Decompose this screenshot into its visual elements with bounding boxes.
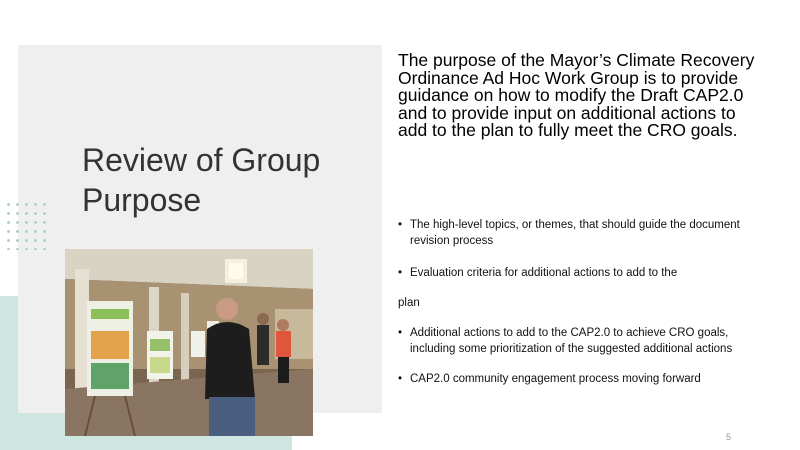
- list-item: • CAP2.0 community engagement process moving forward: [398, 371, 758, 387]
- list-item: plan: [398, 297, 420, 309]
- purpose-statement: The purpose of the Mayor’s Climate Recovery Ordinance Ad Hoc Work Group is to provide guidance on how to modify the Draft CAP2.0 and to provide input on additional actions to add to the plan to fully meet the CRO goals.: [398, 50, 755, 140]
- list-item: • Additional actions to add to the CAP2.0 to achieve CRO goals, including some prioritization of the suggested additional actions: [398, 325, 758, 357]
- bullet-list: [398, 217, 758, 387]
- slide-title: Review of Group Purpose: [82, 142, 321, 218]
- page-number: 5: [726, 432, 732, 442]
- meeting-photo-icon: [65, 249, 313, 436]
- list-item: • The high-level topics, or themes, that should guide the document revision process: [398, 217, 758, 249]
- list-item: • Evaluation criteria for additional actions to add to the: [398, 265, 758, 281]
- dot-pattern-icon: [4, 200, 48, 250]
